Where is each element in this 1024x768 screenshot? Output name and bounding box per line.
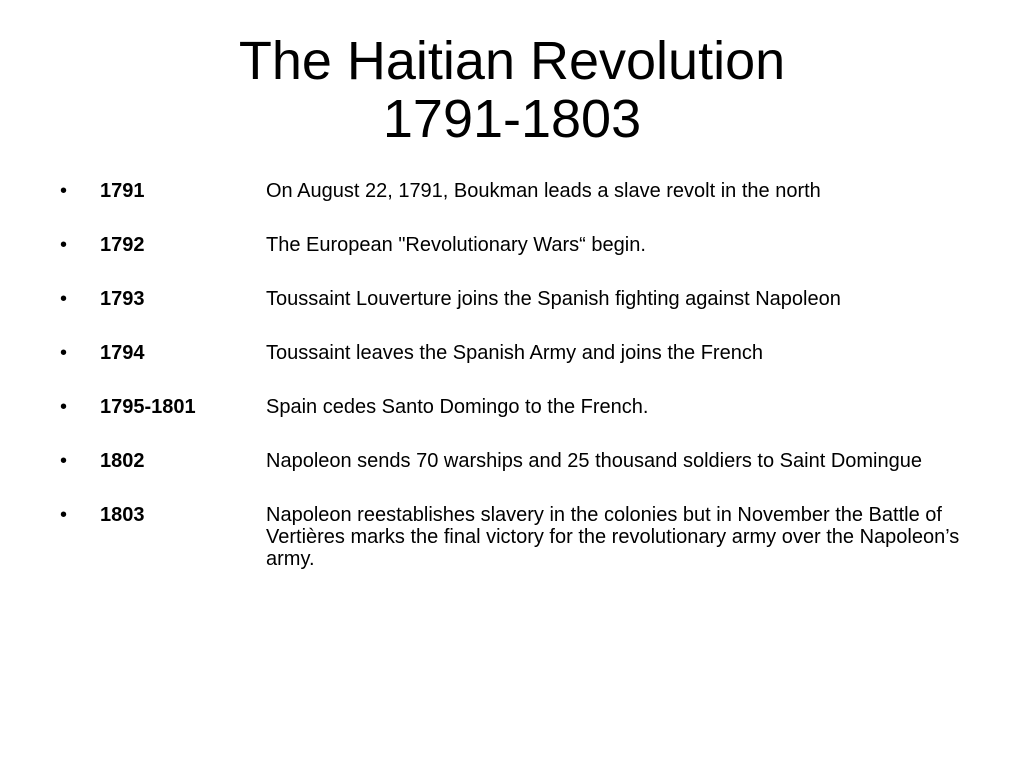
entry-description: Spain cedes Santo Domingo to the French. <box>266 396 649 418</box>
entry-year: 1802 <box>100 450 145 472</box>
entry-description: Napoleon reestablishes slavery in the colonies but in November the Battle of Vertières marks the final victory for the revolutionary army over the Napoleon’s army. <box>266 504 960 570</box>
entry-year: 1794 <box>100 342 145 364</box>
entry-description: On August 22, 1791, Boukman leads a slave revolt in the north <box>266 180 821 202</box>
bullet-icon: • <box>60 396 68 418</box>
entry-year: 1793 <box>100 288 145 310</box>
timeline-entry <box>0 342 1024 364</box>
entry-description: Toussaint leaves the Spanish Army and joins the French <box>266 342 763 364</box>
timeline-list <box>0 180 1024 602</box>
bullet-icon: • <box>60 450 68 472</box>
entry-year: 1791 <box>100 180 145 202</box>
entry-description: Toussaint Louverture joins the Spanish fighting against Napoleon <box>266 288 841 310</box>
timeline-entry <box>0 180 1024 202</box>
entry-description: Napoleon sends 70 warships and 25 thousand soldiers to Saint Domingue <box>266 450 922 472</box>
bullet-icon: • <box>60 234 68 256</box>
timeline-entry <box>0 504 1024 570</box>
timeline-entry <box>0 396 1024 418</box>
timeline-entry <box>0 450 1024 472</box>
entry-year: 1792 <box>100 234 145 256</box>
title-line-1: The Haitian Revolution <box>238 31 786 91</box>
bullet-icon: • <box>60 342 68 364</box>
bullet-icon: • <box>60 180 68 202</box>
entry-description: The European "Revolutionary Wars“ begin. <box>266 234 646 256</box>
timeline-entry <box>0 288 1024 310</box>
entry-year: 1795-1801 <box>100 396 196 418</box>
entry-year: 1803 <box>100 504 145 526</box>
bullet-icon: • <box>60 288 68 310</box>
timeline-entry <box>0 234 1024 256</box>
title-line-2: 1791-1803 <box>382 89 642 149</box>
slide-title <box>0 32 1024 148</box>
bullet-icon: • <box>60 504 68 526</box>
